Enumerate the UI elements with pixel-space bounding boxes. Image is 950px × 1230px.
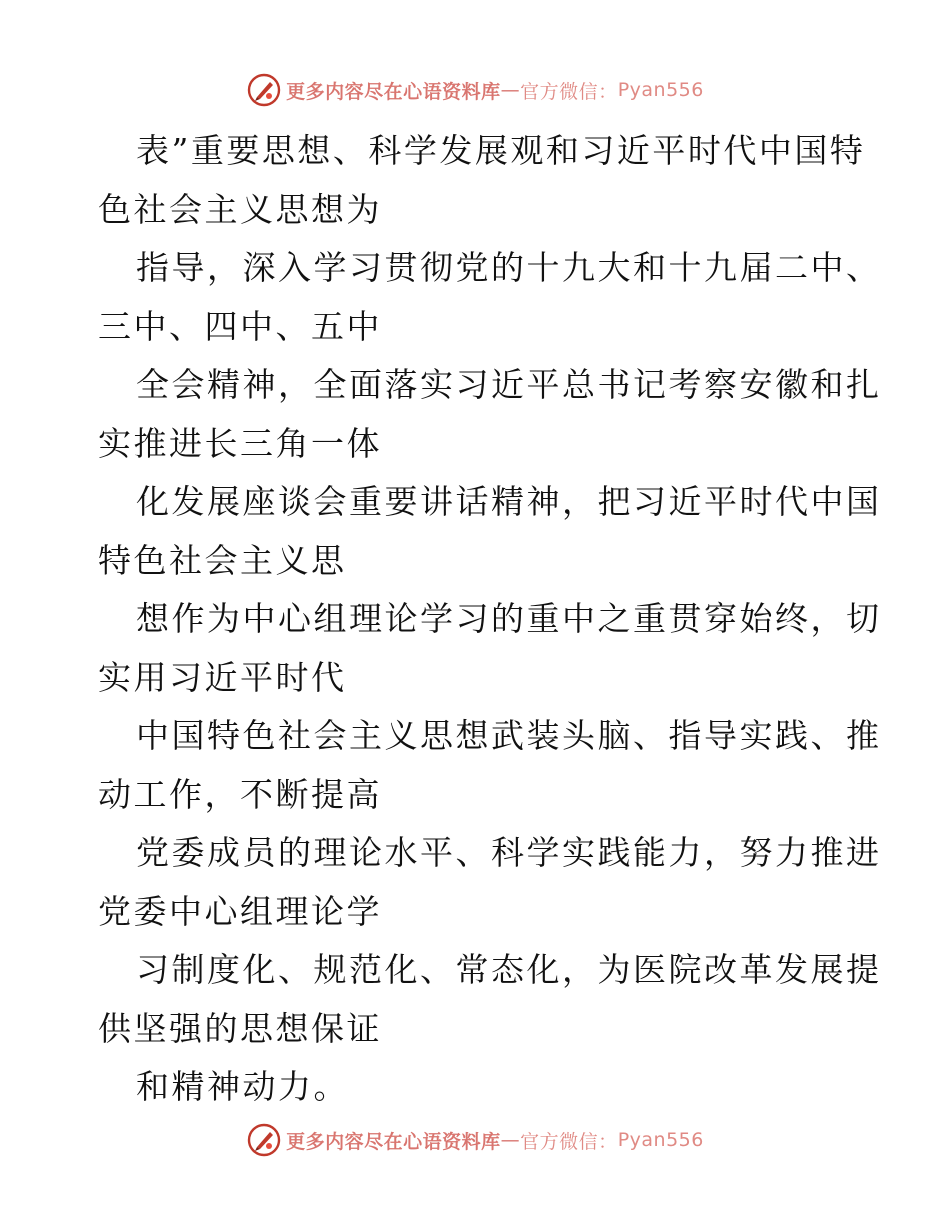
paragraph-line: 实推进长三角一体 [98, 423, 382, 463]
watermark-label: 官方微信： [520, 1130, 618, 1153]
paragraph [98, 239, 882, 356]
header-watermark [0, 70, 950, 110]
paragraph [98, 824, 882, 941]
watermark-title: 更多内容尽在心语资料库 [286, 1130, 501, 1153]
pen-logo-icon [246, 72, 282, 108]
paragraph-line: 党委中心组理论学 [98, 891, 382, 931]
paragraph-line: 供坚强的思想保证 [98, 1008, 382, 1048]
paragraph-line: 指导，深入学习贯彻党的十九大和十九届二中、 [136, 248, 882, 287]
paragraph [98, 590, 882, 707]
paragraph-line: 中国特色社会主义思想武装头脑、指导实践、推 [136, 716, 882, 755]
paragraph-line: 习制度化、规范化、常态化，为医院改革发展提 [136, 950, 882, 989]
watermark-wechat-id: Pyan556 [617, 1129, 704, 1151]
paragraph-line: 特色社会主义思 [98, 540, 347, 580]
document-body [98, 122, 882, 1117]
paragraph-line: 三中、四中、五中 [98, 306, 382, 346]
paragraph-line: 全会精神，全面落实习近平总书记考察安徽和扎 [136, 365, 882, 404]
footer-watermark [0, 1120, 950, 1160]
watermark-wechat-id: Pyan556 [617, 79, 704, 101]
paragraph-line: 色社会主义思想为 [98, 189, 382, 229]
paragraph-line: 表”重要思想、科学发展观和习近平时代中国特 [136, 131, 866, 170]
watermark-title: 更多内容尽在心语资料库 [286, 80, 501, 103]
paragraph [98, 356, 882, 473]
pen-logo-icon [246, 1122, 282, 1158]
paragraph [98, 941, 882, 1058]
paragraph-line: 动工作，不断提高 [98, 774, 382, 814]
paragraph-line: 党委成员的理论水平、科学实践能力，努力推进 [136, 833, 882, 872]
watermark-separator: — [500, 79, 521, 101]
watermark-separator: — [500, 1129, 521, 1151]
paragraph-line: 化发展座谈会重要讲话精神，把习近平时代中国 [136, 482, 882, 521]
watermark-label: 官方微信： [520, 80, 618, 103]
paragraph-line: 和精神动力。 [136, 1067, 349, 1106]
paragraph-line: 想作为中心组理论学习的重中之重贯穿始终，切 [136, 599, 882, 638]
paragraph [98, 122, 866, 239]
paragraph [98, 473, 882, 590]
paragraph-line: 实用习近平时代 [98, 657, 347, 697]
paragraph [98, 1058, 858, 1117]
paragraph [98, 707, 882, 824]
